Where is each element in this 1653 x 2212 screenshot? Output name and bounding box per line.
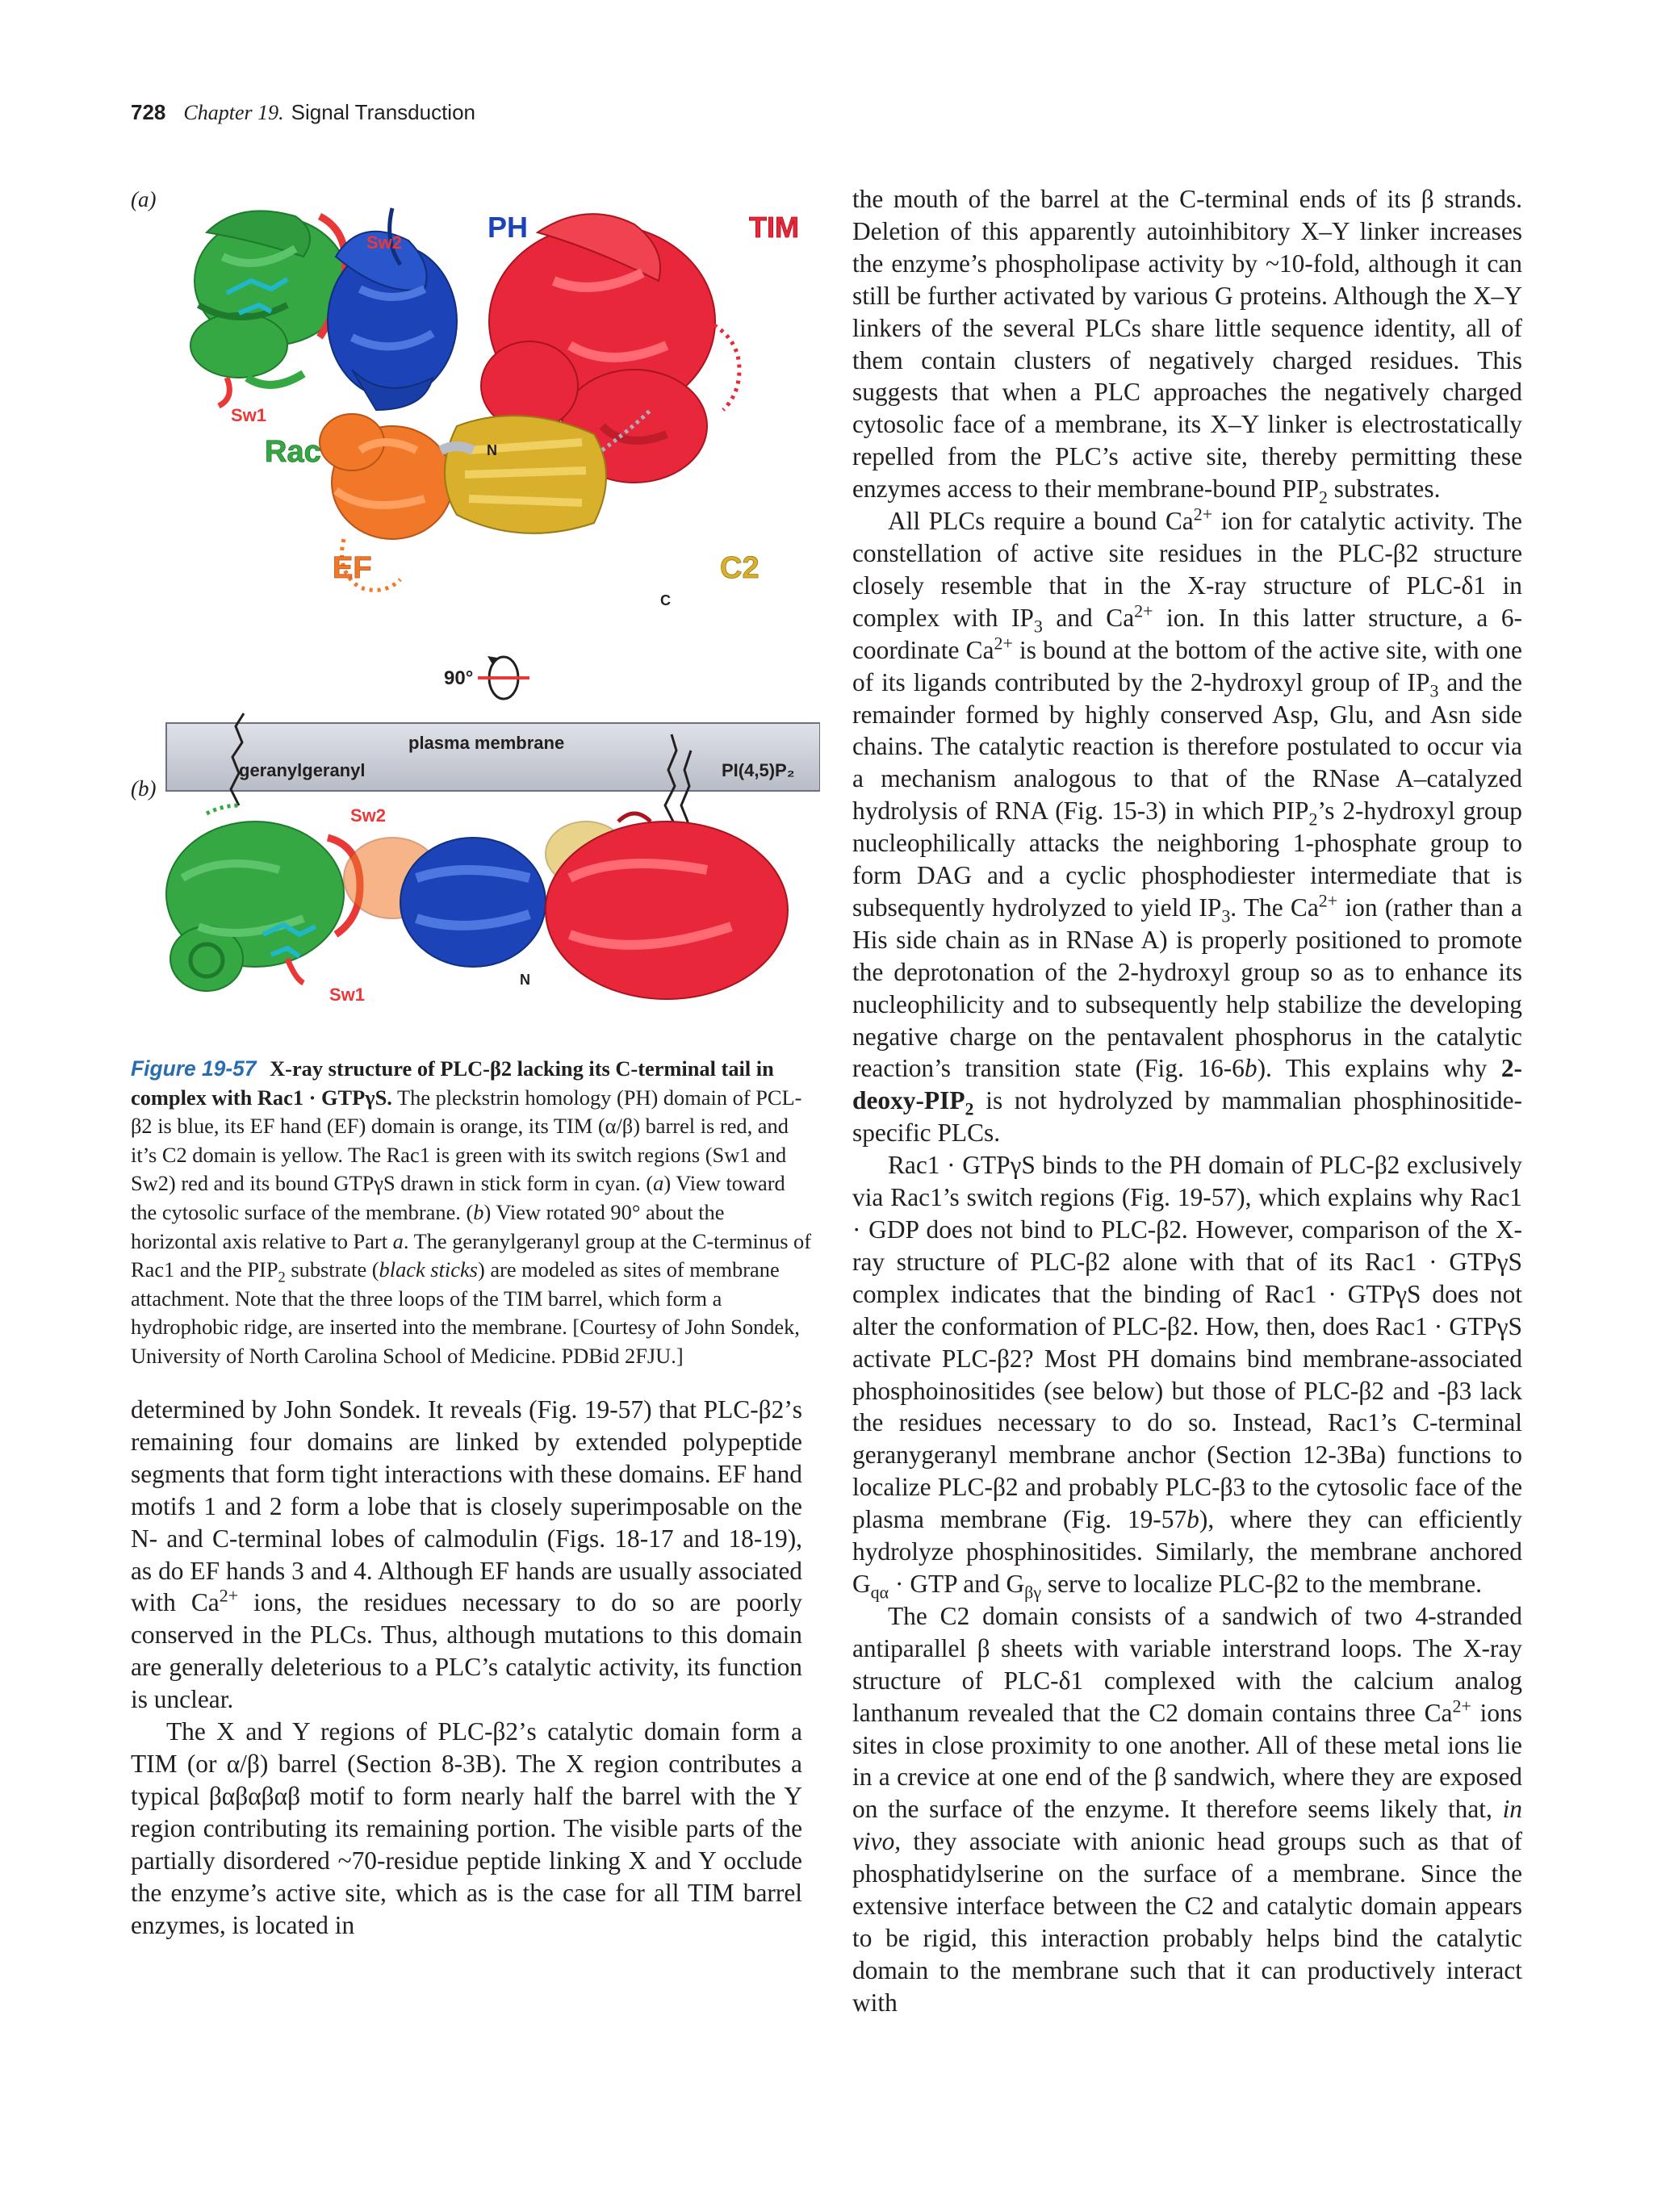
page-number: 728 <box>131 100 166 124</box>
subscript: βγ <box>1024 1582 1042 1603</box>
text-run: ), where they can efficiently hydrolyze phosphinositides. Similarly, the membrane anchored G <box>852 1505 1522 1598</box>
label-c2: C2 <box>720 551 760 585</box>
rac-domain-ribbon <box>190 211 348 385</box>
panel-a <box>190 208 799 699</box>
text-run: the mouth of the barrel at the C-terminal ends of its β strands. Deletion of this apparently autoinhibitory X–Y linker increases the enzyme’s phospholipase activity by ~10-fold, although it can still be further activated by various G proteins. Although the X–Y linkers of the several PLCs share little sequence identity, all of them contain clusters of negatively charged residues. This suggests that when a PLC approaches the negatively charged cytosolic face of a membrane, its X–Y linker is electrostatically repelled from the PLC’s active site, thereby permitting these enzymes access to their membrane-bound PIP <box>852 185 1522 504</box>
subscript: 2 <box>1318 487 1328 508</box>
caption-text: ) View toward the cytosolic surface of the membrane. ( <box>131 1171 785 1224</box>
text-run: is not hydrolyzed by mammalian phosphinositide-specific PLCs. <box>852 1086 1522 1148</box>
anchor-linker <box>207 805 239 813</box>
caption-text: . The geranylgeranyl group at the C-terminus of Rac1 and the PIP <box>131 1228 812 1282</box>
label-sw1: Sw1 <box>231 405 267 425</box>
text-run: ). This explains why <box>1257 1054 1501 1083</box>
caption-text: The pleckstrin homology (PH) domain of PCL-β2 is blue, its EF hand (EF) domain is orange, its TIM (α/β) barrel is red, and it’s C2 domain is yellow. The Rac1 is green with its switch regions (Sw1 and Sw2) red and its bound GTPγS drawn in stick form in cyan. ( <box>131 1085 802 1196</box>
paragraph <box>852 505 1522 1149</box>
c2-domain-ribbon <box>445 416 606 533</box>
caption-italic: a <box>392 1228 404 1253</box>
text-run: ion (rather than a His side chain as in RNase A) is properly positioned to promote the deprotonation of the 2-hydroxyl group so as to enhance its nucleophilicity and to subsequently help stabilize the developing negative charge on the pentavalent phosphorus in the catalytic reaction’s transition state (Fig. 16-6 <box>852 893 1522 1083</box>
ef-domain-ribbon <box>320 414 453 539</box>
subscript: 3 <box>1033 616 1043 637</box>
text-run: ion. In this latter structure, a 6-coordinate Ca <box>852 603 1522 664</box>
text-run: they associate with anionic head groups such as that of phosphatidylserine on the surface of a membrane. Since the extensive interface between the C2 and catalytic domain appears to be rigid, this interaction probably helps bind the catalytic domain to the membrane such that it can productively interact with <box>852 1827 1522 2017</box>
subscript: 3 <box>1221 905 1231 926</box>
subscript: qα <box>870 1582 889 1603</box>
text-run: . The Ca <box>1230 893 1319 922</box>
panel-b-label: (b) <box>131 776 157 801</box>
text-run: All PLCs require a bound Ca <box>888 507 1194 536</box>
text-run: serve to localize PLC-β2 to the membrane. <box>1041 1569 1482 1598</box>
panel-a-label: (a) <box>131 187 157 211</box>
text-run: ion for catalytic activity. The constellation of active site residues in the PLC-β2 structure closely resemble that in the X-ray structure of PLC-δ1 in complex with IP <box>852 507 1522 632</box>
text-run: is bound at the bottom of the active site, with one of its ligands contributed by the 2-hydroxyl group of IP <box>852 635 1522 696</box>
subscript: 2 <box>1308 809 1318 830</box>
text-run: The X and Y regions of PLC-β2’s catalytic domain form a TIM (or α/β) barrel (Section 8-3B). The X region contributes a typical βαβαβαβ motif to form nearly half the barrel with the Y region contributing its remaining portion. The visible parts of the partially disordered ~70-residue peptide linking X and Y occlude the enzyme’s active site, which as is the case for all TIM barrel enzymes, is located in <box>131 1717 802 1939</box>
label-sw2-b: Sw2 <box>350 805 387 826</box>
text-run: determined by John Sondek. It reveals (Fig. 19-57) that PLC-β2’s remaining four domains are linked by extended polypeptide segments that form tight interactions with these domains. EF hand motifs 1 and 2 form a lobe that is closely superimposable on the N- and C-terminal lobes of calmodulin (Figs. 18-17 and 18-19), as do EF hands 3 and 4. Although EF hands are usually associated with Ca <box>131 1395 802 1617</box>
label-rotation: 90° <box>444 667 474 689</box>
caption-italic: b <box>473 1199 484 1224</box>
text-run: Rac1 · GTPγS binds to the PH domain of PLC-β2 exclusively via Rac1’s switch regions (Fig. 19-57), which explains why Rac1 · GDP does not bind to PLC-β2. However, comparison of the X-ray structure of PLC-β2 alone with that of its Rac1 · GTPγS complex indicates that the binding of Rac1 · GTPγS does not alter the conformation of PLC-β2. How, then, does Rac1 · GTPγS activate PLC-β2? Most PH domains bind membrane-associated phosphoinositides (see below) but those of PLC-β2 and -β3 lack the residues necessary to do so. Instead, Rac1’s C-terminal geranygeranyl membrane anchor (Section 12-3Ba) functions to localize PLC-β2 and probably PLC-β3 to the cytosolic face of the plasma membrane (Fig. 19-57 <box>852 1151 1522 1534</box>
superscript: 2+ <box>219 1585 239 1606</box>
gray-linker-ribbon <box>441 446 473 450</box>
chapter-label: Chapter 19. <box>183 101 284 124</box>
caption-text: ) View rotated 90° about the horizontal axis relative to Part <box>131 1199 725 1253</box>
caption-text: substrate ( <box>285 1257 379 1282</box>
label-ef: EF <box>333 551 372 585</box>
text-run: The C2 domain consists of a sandwich of two 4-stranded antiparallel β sheets with variable interstrand loops. The X-ray structure of PLC-δ1 complexed with the calcium analog lanthanum revealed that the C2 domain contains three Ca <box>852 1601 1522 1727</box>
figure-caption <box>131 1055 815 1371</box>
superscript: 2+ <box>1193 504 1213 525</box>
text-run: · GTP and G <box>889 1569 1025 1598</box>
text-run: and Ca <box>1042 603 1135 632</box>
superscript: 2+ <box>1134 600 1153 621</box>
label-plasma-membrane: plasma membrane <box>408 733 565 753</box>
rac-switch1-ribbon <box>219 378 229 406</box>
paragraph <box>852 1149 1522 1603</box>
caption-italic: a <box>653 1171 664 1196</box>
superscript: 2+ <box>1452 1696 1471 1716</box>
label-sw2: Sw2 <box>366 232 403 253</box>
protein-structure-figure <box>150 184 820 1045</box>
label-geranylgeranyl: geranylgeranyl <box>239 760 366 780</box>
italic-run: in vivo, <box>852 1795 1522 1856</box>
rotation-arrow-icon <box>478 656 529 699</box>
panel-b <box>166 805 788 1005</box>
paragraph <box>131 1394 802 1716</box>
label-tim: TIM <box>749 211 799 244</box>
text-run: ions, the residues necessary to do so are poorly conserved in the PLCs. Thus, although mutations to this domain are generally deleterious to a PLC’s catalytic activity, its function is unclear. <box>131 1588 802 1714</box>
superscript: 2+ <box>1318 890 1338 911</box>
text-run: ’s 2-hydroxyl group nucleophilically attacks the neighboring 1-phosphate group to form DAG and a cyclic phosphodiester intermediate that is subsequently hydrolyzed to yield IP <box>852 797 1522 922</box>
paragraph <box>131 1716 802 1941</box>
text-run: ions sites in close proximity to one another. All of these metal ions lie in a crevice at one end of the β sandwich, where they are exposed on the surface of the enzyme. It therefore seems likely that, <box>852 1698 1522 1824</box>
paragraph <box>852 1600 1522 2019</box>
label-sw1-b: Sw1 <box>329 985 366 1005</box>
label-rac: Rac <box>265 435 321 469</box>
subscript: 2 <box>965 1098 974 1119</box>
label-ph: PH <box>488 211 529 244</box>
caption-sub: 2 <box>278 1269 286 1286</box>
text-run: 2-deoxy-PIP <box>852 1054 1522 1115</box>
italic-run: b <box>1186 1505 1199 1534</box>
body-column-right <box>852 183 1522 2019</box>
text-run: and the remainder formed by highly conserved Asp, Glu, and Asn side chains. The catalytic reaction is therefore postulated to occur via a mechanism analogous to that of the RNase A–catalyzed hydrolysis of RNA (Fig. 15-3) in which PIP <box>852 667 1522 826</box>
label-n-b: N <box>520 972 530 988</box>
section-title: Signal Transduction <box>291 100 475 124</box>
figure-label: Figure 19-57 <box>131 1056 257 1081</box>
ph-domain-ribbon-b <box>400 838 546 967</box>
paragraph <box>852 183 1522 508</box>
caption-text: ) are modeled as sites of membrane attachment. Note that the three loops of the TIM barrel, which form a hydrophobic ridge, are inserted into the membrane. [Courtesy of John Sondek, University of North Carolina School of Medicine. PDBid 2FJU.] <box>131 1257 800 1368</box>
figure-title: X-ray structure of PLC-β2 lacking its C-terminal tail in complex with Rac1 · GTPγS. <box>131 1056 774 1110</box>
subscript: 3 <box>1429 679 1439 700</box>
label-c: C <box>660 592 671 608</box>
caption-italic: black sticks <box>379 1257 478 1282</box>
label-n: N <box>487 442 497 458</box>
text-run: substrates. <box>1327 475 1441 504</box>
rac-switch1-ribbon-b <box>287 959 303 983</box>
italic-run: b <box>1244 1054 1258 1083</box>
superscript: 2+ <box>994 633 1013 654</box>
label-pip2: PI(4,5)P₂ <box>722 760 795 780</box>
running-header <box>131 100 475 132</box>
body-column-left <box>131 1394 802 1941</box>
